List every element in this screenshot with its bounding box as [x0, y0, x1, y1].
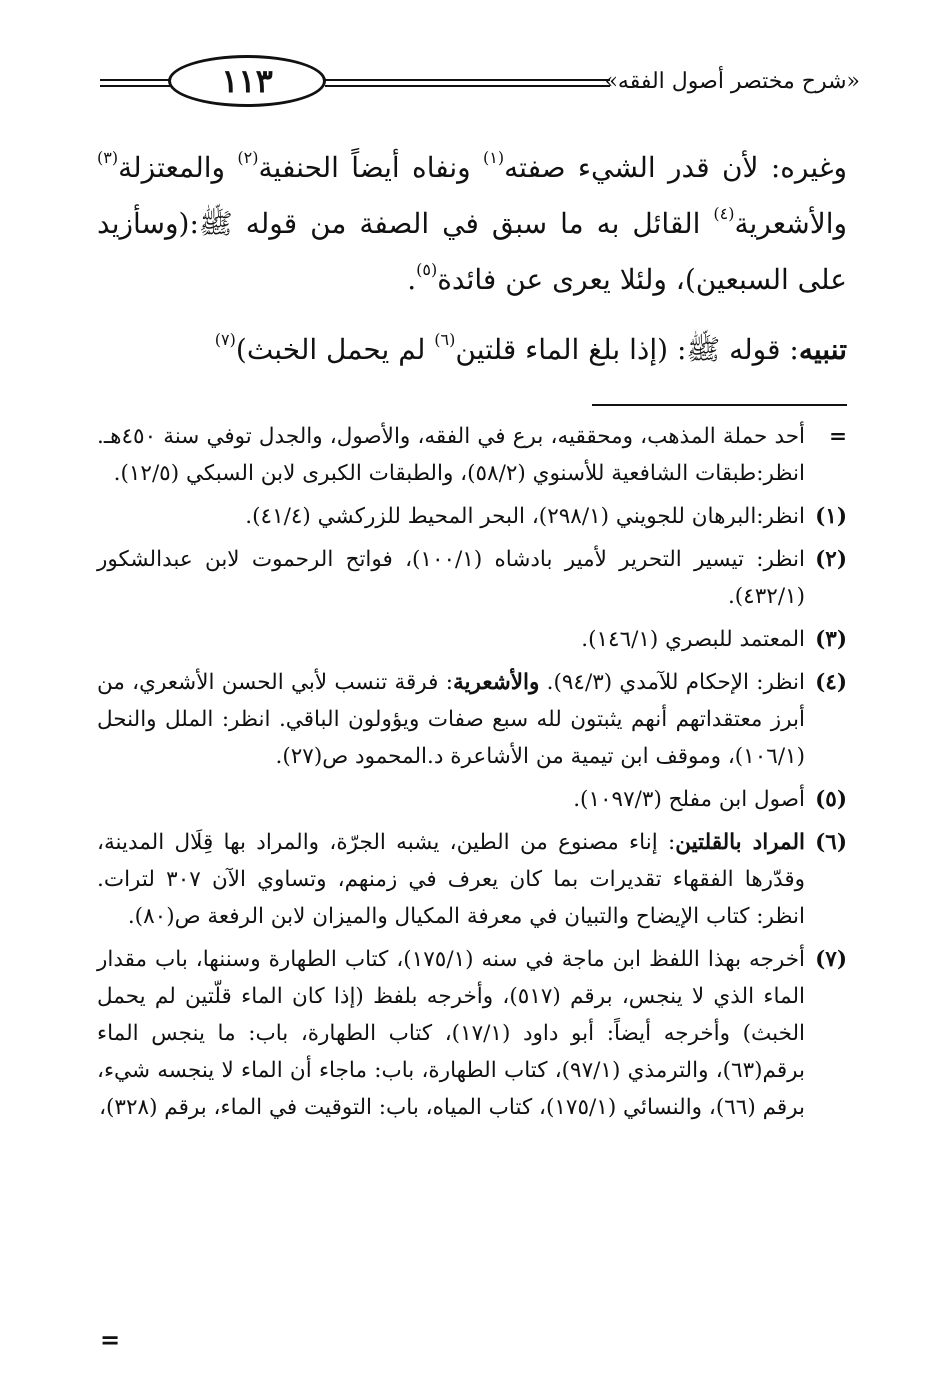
footnote-ref-7[interactable]: (٧)	[214, 330, 236, 349]
text-run: والأشعرية	[734, 207, 847, 240]
footnote-ref-3[interactable]: (٣)	[97, 148, 119, 167]
footnote-2	[97, 541, 847, 615]
footnote-text: أحد حملة المذهب، ومحققيه، برع في الفقه، والأصول، والجدل توفي سنة ٤٥٠هـ. انظر:طبقات الشافعية للأسنوي (٥٨/٢)، والطبقات الكبرى لابن السبكي (١٢/٥).	[97, 424, 805, 486]
footnote-ref-2[interactable]: (٢)	[237, 148, 259, 167]
main-paragraph	[97, 140, 847, 308]
footnote-number: (٤)	[815, 670, 847, 695]
footnote-text: أصول ابن مفلح (١٠٩٧/٣).	[573, 787, 805, 812]
text-run: : قوله ﷺ: (إذا بلغ الماء قلتين	[455, 333, 799, 366]
page-header	[100, 55, 860, 113]
main-text	[97, 140, 847, 378]
footnote-6	[97, 824, 847, 935]
text-run: لم يحمل الخبث)	[235, 333, 435, 366]
header-rule-right	[325, 79, 610, 87]
footnote-text: انظر:البرهان للجويني (٢٩٨/١)، البحر المحيط للزركشي (٤١/٤).	[245, 504, 805, 529]
footnote-ref-6[interactable]: (٦)	[434, 330, 456, 349]
header-rule-left	[100, 79, 170, 87]
continuation-end-mark: =	[100, 1325, 121, 1354]
text-run: : فرقة تنسب لأبي الحسن الأشعري، من أبرز معتقداتهم أنهم يثبتون لله سبع صفات ويؤولون الباقي. انظر: الملل والنحل (١٠٦/١)، وموقف ابن تيمية من الأشاعرة د.المحمود ص(٢٧).	[97, 670, 805, 769]
text-run: والمعتزلة	[118, 151, 238, 184]
footnote-number: (٦)	[815, 830, 847, 855]
bold-term: والأشعرية	[452, 670, 540, 695]
footnote-ref-4[interactable]: (٤)	[713, 204, 735, 223]
text-run: القائل به ما سبق في الصفة من قوله ﷺ:(وسأزيد على السبعين)، ولئلا يعرى عن فائدة	[97, 207, 847, 296]
footnote-separator	[592, 404, 847, 406]
footnote-text: انظر: تيسير التحرير لأمير بادشاه (١٠٠/١)، فواتح الرحموت لابن عبدالشكور (٤٣٢/١).	[97, 547, 805, 609]
text-run: ونفاه أيضاً الحنفية	[258, 151, 484, 184]
running-title: «شرح مختصر أصول الفقه»	[604, 69, 860, 94]
footnote-continuation	[97, 418, 847, 492]
text-run: .	[407, 263, 417, 296]
text-run: وغيره: لأن قدر الشيء صفته	[504, 151, 847, 184]
bold-term: المراد بالقلتين	[675, 830, 805, 855]
footnote-3	[97, 621, 847, 658]
footnote-ref-5[interactable]: (٥)	[416, 260, 438, 279]
text-run: : إناء مصنوع من الطين، يشبه الجرّة، والمراد بها قِلَال المدينة، وقدّرها الفقهاء تقديرات بما كان يعرف في زمنهم، وتساوي الآن ٣٠٧ لترات. انظر: كتاب الإيضاح والتبيان في معرفة المكيال والميزان لابن الرفعة ص(٨٠).	[97, 830, 805, 929]
footnote-text	[97, 664, 805, 775]
footnote-number: (٥)	[815, 787, 847, 812]
footnote-number: (١)	[815, 504, 847, 529]
footnote-number: (٧)	[815, 947, 847, 972]
footnote-1	[97, 498, 847, 535]
footnote-number: (٢)	[815, 547, 847, 572]
footnote-5	[97, 781, 847, 818]
footnote-7	[97, 941, 847, 1126]
footnote-4	[97, 664, 847, 775]
footnote-number: (٣)	[815, 627, 847, 652]
footnote-text: أخرجه بهذا اللفظ ابن ماجة في سنه (١٧٥/١)، كتاب الطهارة وسننها، باب مقدار الماء الذي لا ينجس، برقم (٥١٧)، وأخرجه بلفظ (إذا كان الماء قلّتين لم يحمل الخبث) وأخرجه أيضاً: أبو داود (١٧/١)، كتاب الطهارة، باب: ما ينجس الماء برقم(٦٣)، والترمذي (٩٧/١)، كتاب الطهارة، باب: ماجاء أن الماء لا ينجسه شيء، برقم (٦٦)، والنسائي (١٧٥/١)، كتاب المياه، باب: التوقيت في الماء، برقم (٣٢٨)،	[97, 947, 806, 1120]
continuation-mark: =	[828, 424, 847, 449]
footnote-ref-1[interactable]: (١)	[483, 148, 505, 167]
footnote-text: المعتمد للبصري (١٤٦/١).	[581, 627, 805, 652]
note-paragraph	[97, 322, 847, 378]
footnotes	[97, 418, 847, 1132]
note-label: تنبيه	[798, 333, 847, 366]
footnote-text	[97, 824, 805, 935]
page-number: ١١٣	[168, 55, 326, 107]
text-run: انظر: الإحكام للآمدي (٩٤/٣).	[539, 670, 805, 695]
